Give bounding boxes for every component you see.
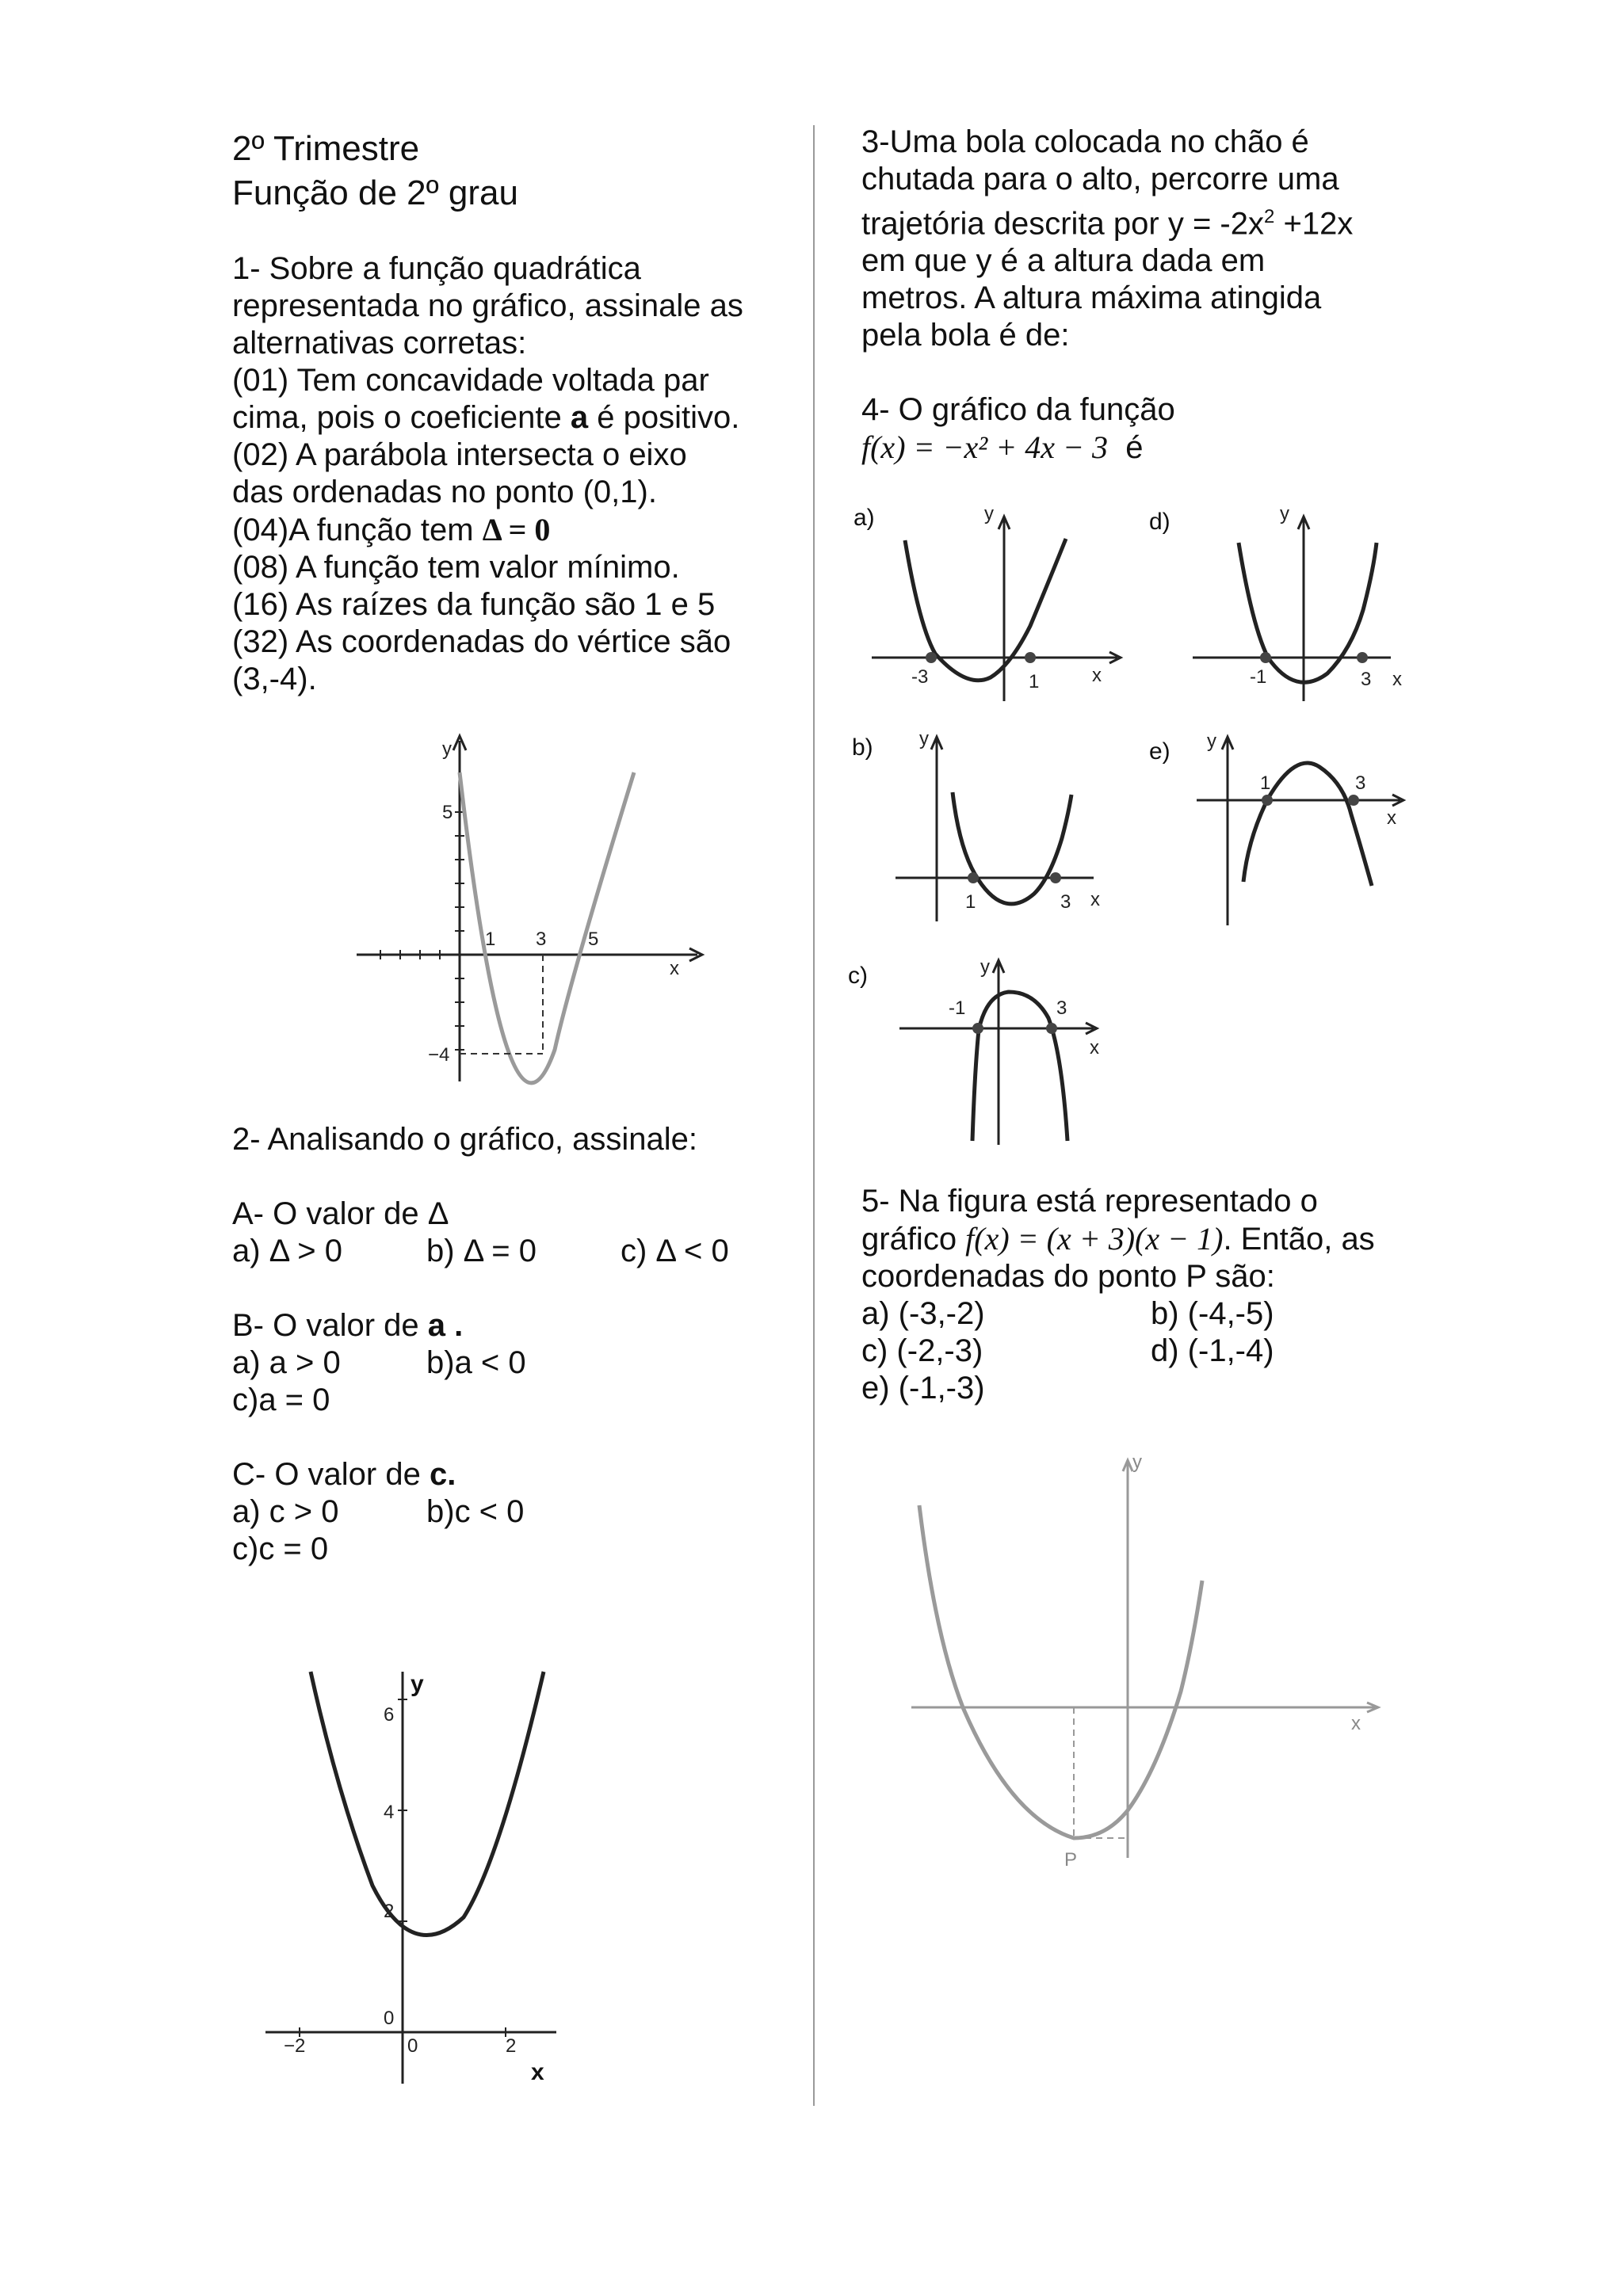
q5-line3: coordenadas do ponto P são: — [861, 1259, 1275, 1294]
q3-line: em que y é a altura dada em — [861, 243, 1266, 279]
q4-option-d-label[interactable]: d) — [1149, 509, 1170, 535]
q1-line: (32) As coordenadas do vértice são — [232, 624, 731, 659]
svg-text:1: 1 — [1029, 671, 1040, 692]
q1-line: das ordenadas no ponto (0,1). — [232, 475, 657, 509]
q2-title: 2- Analisando o gráfico, assinale: — [232, 1122, 698, 1157]
q5-x-label: x — [1351, 1713, 1361, 1734]
q5-opt-a[interactable]: a) (-3,-2) — [861, 1296, 985, 1331]
q2-x-label: x — [531, 2059, 544, 2085]
q1-x-label: x — [670, 958, 679, 979]
q2-tick-0: 0 — [384, 2008, 395, 2029]
q4-option-a-graph[interactable] — [872, 503, 1141, 705]
q2-a-title: A- O valor de Δ — [232, 1196, 449, 1231]
q5-parabola — [919, 1505, 1202, 1838]
q3-line: metros. A altura máxima atingida — [861, 280, 1322, 316]
q1-tick-x1: 1 — [485, 929, 496, 950]
q1-ticks — [380, 812, 464, 1050]
q4-option-d-graph[interactable] — [1193, 503, 1430, 705]
q5-line2: gráfico f(x) = (x + 3)(x − 1). Então, as — [861, 1221, 1375, 1257]
q1-line: (3,-4). — [232, 662, 317, 696]
q2-c-title: C- O valor de c. — [232, 1457, 456, 1492]
q1-tick-m4: −4 — [428, 1044, 450, 1066]
q2-tick-xm2: −2 — [284, 2035, 306, 2057]
q2-b-opt-c[interactable]: c)a = 0 — [232, 1383, 330, 1417]
q5-opt-d[interactable]: d) (-1,-4) — [1151, 1333, 1274, 1368]
left-column — [232, 127, 787, 698]
q2-parabola — [311, 1672, 544, 1936]
q5-line1: 5- Na figura está representado o — [861, 1184, 1318, 1219]
q2-tick-x2: 2 — [506, 2035, 517, 2057]
q5-y-label: y — [1132, 1451, 1142, 1473]
svg-text:x: x — [1090, 889, 1100, 910]
q5-point-p-label: P — [1064, 1849, 1078, 1871]
q2-graph — [262, 1664, 579, 2092]
q2-b-options — [232, 1344, 787, 1382]
q1-tick-5: 5 — [442, 802, 453, 823]
q2-tick-x0: 0 — [407, 2035, 418, 2057]
svg-text:x: x — [1387, 807, 1396, 829]
svg-text:3: 3 — [1060, 891, 1071, 913]
q4-option-e-graph[interactable] — [1193, 727, 1430, 925]
q1-line: (02) A parábola intersecta o eixo — [232, 437, 687, 472]
q5-opt-c[interactable]: c) (-2,-3) — [861, 1333, 983, 1368]
q1-graph — [349, 725, 713, 1089]
svg-text:-3: -3 — [911, 666, 929, 688]
q3-line: 3-Uma bola colocada no chão é — [861, 124, 1309, 159]
svg-text:x: x — [1392, 669, 1402, 690]
q1-parabola — [460, 772, 634, 1083]
svg-text:1: 1 — [965, 891, 976, 913]
svg-text:3: 3 — [1056, 997, 1067, 1019]
q1-line: (08) A função tem valor mínimo. — [232, 550, 680, 585]
q5-section — [861, 1183, 1575, 1407]
q2-a-opt-b[interactable]: b) Δ = 0 — [426, 1234, 537, 1268]
q2-c-options — [232, 1493, 787, 1531]
q4-option-a-label[interactable]: a) — [854, 505, 875, 531]
q2-c-opt-a[interactable]: a) c > 0 — [232, 1494, 339, 1529]
column-divider — [813, 125, 815, 2106]
q1-line: 1- Sobre a função quadrática — [232, 251, 641, 286]
q4-title: 4- O gráfico da função — [861, 392, 1175, 428]
q5-options-row1 — [861, 1295, 1575, 1333]
svg-text:y: y — [1280, 503, 1289, 524]
svg-text:x: x — [1092, 665, 1102, 686]
q4-option-b-graph[interactable] — [896, 727, 1125, 925]
q2-a-opt-c[interactable]: c) Δ < 0 — [621, 1234, 729, 1268]
q2-tick-2: 2 — [384, 1901, 395, 1922]
q1-line: (01) Tem concavidade voltada par — [232, 363, 709, 398]
q4-option-c-graph[interactable] — [892, 951, 1129, 1149]
svg-text:-1: -1 — [949, 997, 966, 1019]
svg-text:1: 1 — [1260, 772, 1271, 794]
q2-b-opt-a[interactable]: a) a > 0 — [232, 1345, 341, 1380]
q2-a-options — [232, 1233, 787, 1270]
q1-line: (04)A função tem Δ = 0 — [232, 512, 551, 547]
q4-formula: f(x) = −x² + 4x − 3 é — [861, 429, 1144, 466]
q2-c-opt-c[interactable]: c)c = 0 — [232, 1531, 329, 1566]
q3-section — [861, 124, 1575, 467]
q2-section — [232, 1121, 787, 1568]
q1-line: (16) As raízes da função são 1 e 5 — [232, 587, 716, 622]
q3-line: chutada para o alto, percorre uma — [861, 162, 1339, 196]
header-subject: Função de 2º grau — [232, 174, 518, 212]
q5-options-row2 — [861, 1333, 1575, 1370]
q1-y-label: y — [442, 738, 452, 760]
q4-option-e-label[interactable]: e) — [1149, 738, 1170, 765]
svg-text:y: y — [919, 728, 929, 749]
q2-y-label: y — [411, 1671, 424, 1697]
q2-b-opt-b[interactable]: b)a < 0 — [426, 1345, 526, 1380]
svg-text:3: 3 — [1361, 669, 1372, 690]
q3-line: trajetória descrita por $y = -2x^2 +12x$ — [861, 206, 1354, 242]
q4-option-b-label[interactable]: b) — [852, 734, 873, 761]
q3-line: pela bola é de: — [861, 318, 1070, 353]
q5-graph — [907, 1446, 1383, 1890]
q2-tick-4: 4 — [384, 1802, 395, 1823]
svg-text:y: y — [984, 503, 994, 524]
q1-line: cima, pois o coeficiente a é positivo. — [232, 400, 740, 435]
q5-opt-e[interactable]: e) (-1,-3) — [861, 1371, 985, 1405]
q1-tick-x5: 5 — [588, 929, 599, 950]
q1-line: alternativas corretas: — [232, 326, 527, 360]
q1-tick-x3: 3 — [536, 929, 547, 950]
q2-b-title: B- O valor de a . — [232, 1308, 464, 1343]
q2-c-opt-b[interactable]: b)c < 0 — [426, 1494, 525, 1529]
q5-opt-b[interactable]: b) (-4,-5) — [1151, 1296, 1274, 1331]
header-trimester: 2º Trimestre — [232, 129, 420, 168]
q2-a-opt-a[interactable]: a) Δ > 0 — [232, 1234, 343, 1268]
q1-line: representada no gráfico, assinale as — [232, 288, 743, 323]
svg-text:3: 3 — [1355, 772, 1366, 794]
svg-text:y: y — [1207, 730, 1216, 752]
svg-text:y: y — [980, 956, 990, 978]
q2-tick-6: 6 — [384, 1704, 395, 1726]
svg-text:-1: -1 — [1250, 666, 1267, 688]
svg-text:x: x — [1090, 1037, 1099, 1058]
q4-option-c-label[interactable]: c) — [848, 963, 868, 989]
